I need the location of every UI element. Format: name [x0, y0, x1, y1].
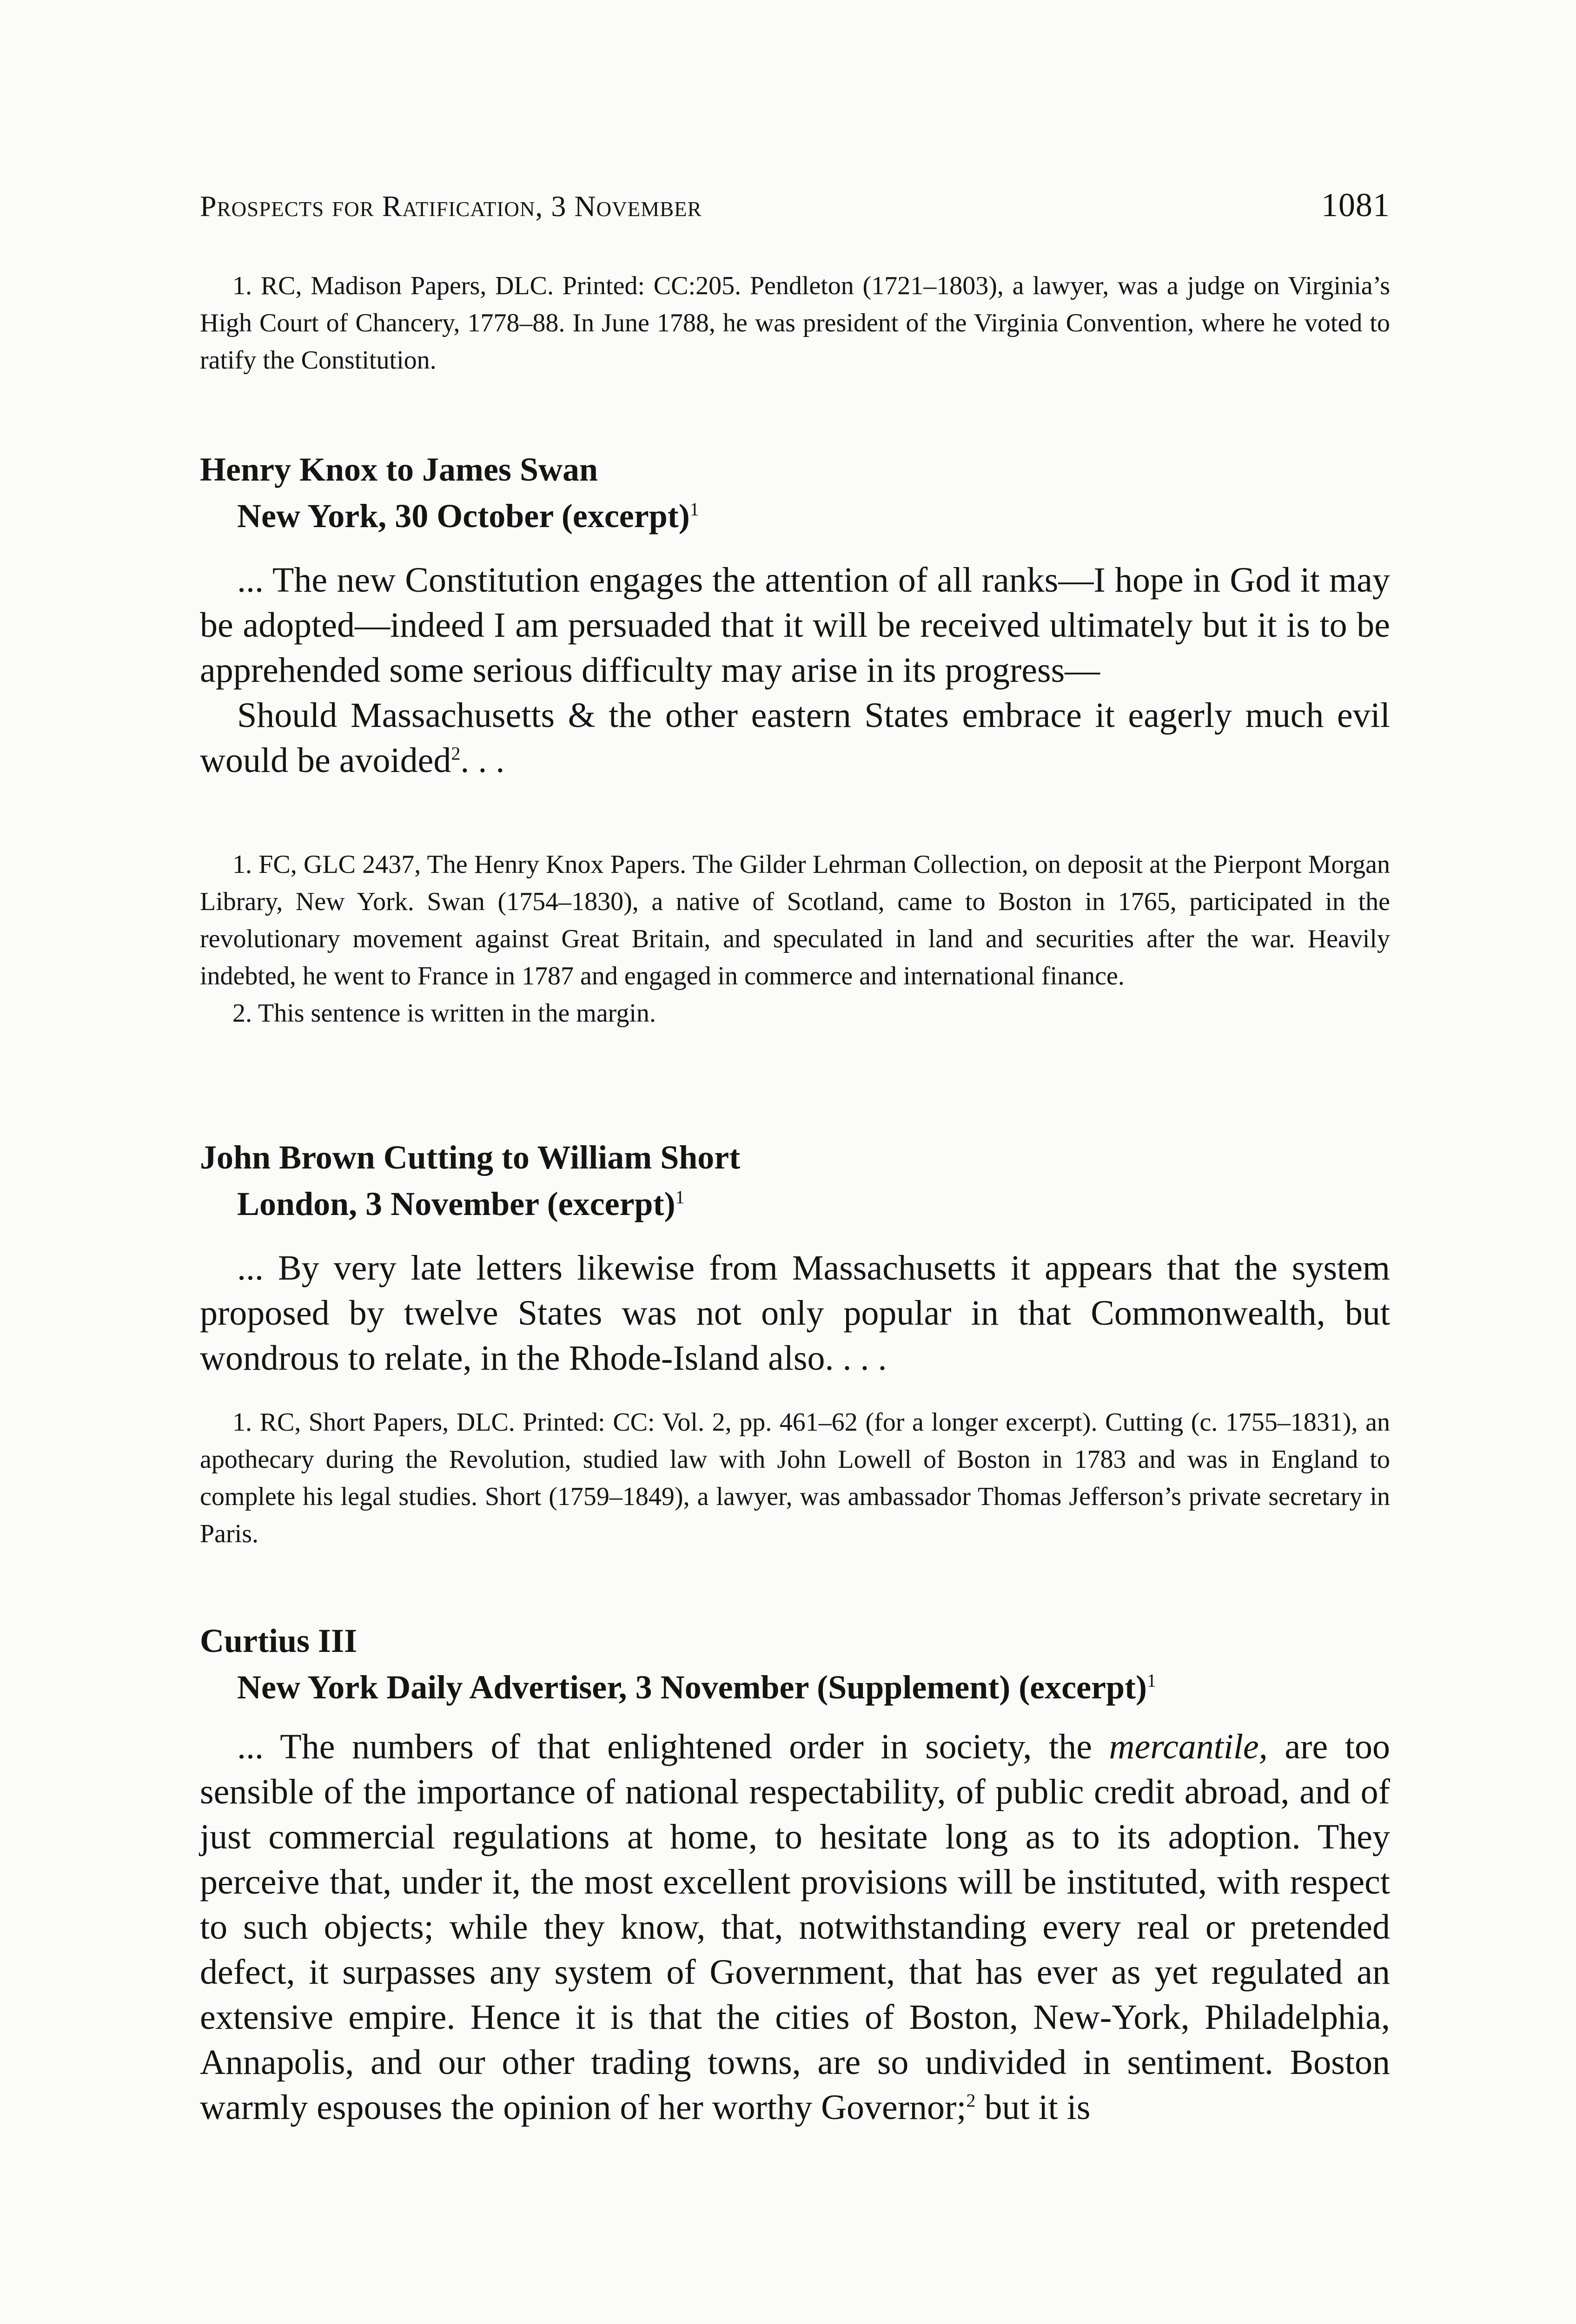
- curtius-heading: [200, 1618, 1390, 1710]
- document-title: Henry Knox to James Swan: [200, 451, 598, 488]
- document-dateline: New York, 30 October (excerpt)$^1$: [237, 497, 699, 535]
- footnote-text: 1. RC, Short Papers, DLC. Printed: CC: Vol. 2, pp. 461–62 (for a longer excerpt). Cutting (c. 1755–1831), an apothecary during the Revolution, studied law with John Lowell of Boston in 1783 and was in England to complete his legal studies. Short (1759–1849), a lawyer, was ambassador Thomas Jefferson’s private secretary in Paris.: [200, 1408, 1390, 1548]
- footnote-text: 2. This sentence is written in the margin.: [232, 999, 656, 1028]
- document-title: John Brown Cutting to William Short: [200, 1139, 741, 1176]
- running-head-title: Prospects for Ratification, 3 November: [200, 190, 702, 223]
- document-dateline: New York Daily Advertiser, 3 November (Supplement) (excerpt)$^1$: [237, 1669, 1157, 1706]
- curtius-text: [200, 1724, 1390, 2130]
- footnote-ref: 1: [689, 499, 699, 520]
- body-paragraph: Should Massachusetts & the other eastern States embrace it eagerly much evil would be avoided$^2$. . .: [200, 696, 1390, 780]
- knox-heading: [200, 446, 1390, 539]
- footnote-text: 1. RC, Madison Papers, DLC. Printed: CC:205. Pendleton (1721–1803), a lawyer, was a judge on Virginia’s High Court of Chancery, 1778–88. In June 1788, he was president of the Virginia Convention, where he voted to ratify the Constitution.: [200, 271, 1390, 375]
- body-paragraph: ... The numbers of that enlightened order in society, the mercantile, are too sensible of the importance of national respectability, of public credit abroad, and of just commercial regulations at home, to hesitate long as to its adoption. They perceive that, under it, the most excellent provisions will be instituted, with respect to such objects; while they know, that, notwithstanding every real or pretended defect, it surpasses any system of Government, that has ever as yet regulated an extensive empire. Hence it is that the cities of Boston, New-York, Philadelphia, Annapolis, and our other trading towns, are so undivided in sentiment. Boston warmly espouses the opinion of her worthy Governor;$^2$ but it is: [200, 1727, 1390, 2127]
- running-head: [200, 186, 1390, 224]
- footnote-ref: 2: [451, 743, 461, 764]
- document-dateline: London, 3 November (excerpt)$^1$: [237, 1185, 685, 1222]
- footnote-ref: 2: [966, 2090, 976, 2111]
- pendleton-footnote: [200, 267, 1390, 379]
- page-number: 1081: [1321, 186, 1390, 224]
- body-paragraph: ... The new Constitution engages the attention of all ranks—I hope in God it may be adopted—indeed I am persuaded that it will be received ultimately but it is to be apprehended some serious difficulty may arise in its progress—: [200, 561, 1390, 690]
- document-title: Curtius III: [200, 1622, 358, 1659]
- footnote-text: 1. FC, GLC 2437, The Henry Knox Papers. The Gilder Lehrman Collection, on deposit at the Pierpont Morgan Library, New York. Swan (1754–1830), a native of Scotland, came to Boston in 1765, participated in the revolutionary movement against Great Britain, and speculated in land and securities after the war. Heavily indebted, he went to France in 1787 and engaged in commerce and international finance.: [200, 850, 1390, 990]
- body-paragraph: ... By very late letters likewise from Massachusetts it appears that the system proposed by twelve States was not only popular in that Commonwealth, but wondrous to relate, in the Rhode-Island also. . . .: [200, 1248, 1390, 1378]
- footnote-ref: 1: [1147, 1670, 1157, 1691]
- knox-footnotes: [200, 846, 1390, 1032]
- footnote-ref: 1: [675, 1187, 685, 1208]
- cutting-footnotes: [200, 1404, 1390, 1552]
- cutting-text: [200, 1246, 1390, 1381]
- cutting-heading: [200, 1134, 1390, 1227]
- knox-text: [200, 558, 1390, 783]
